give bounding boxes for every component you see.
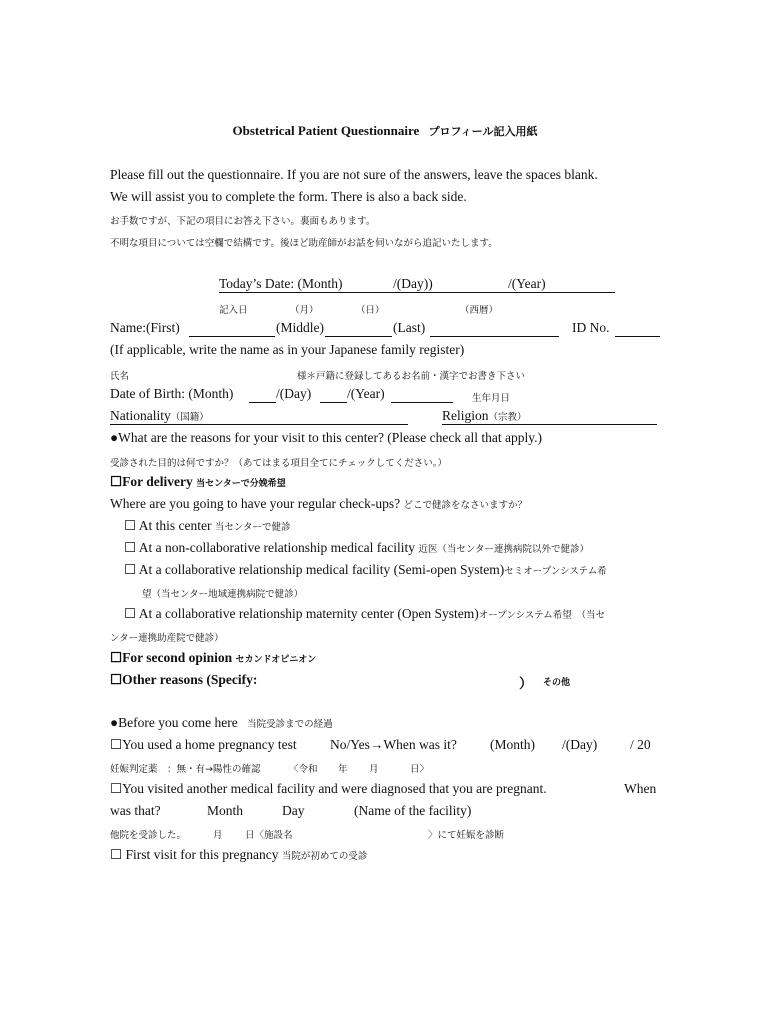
intro-jp-2: 不明な項目については空欄で結構です。後ほど助産師がお話を伺いながら追記いたします。: [110, 238, 498, 249]
name-middle-field[interactable]: [325, 336, 392, 337]
visited-jp-a: 他院を受診した。: [110, 830, 187, 841]
visited-jp-b: 月: [213, 830, 223, 841]
pregnancy-test-year: / 20: [630, 737, 651, 752]
religion-field[interactable]: [442, 424, 657, 425]
dob-year-field[interactable]: [391, 402, 453, 403]
todays-date-label: Today’s Date: (Month): [219, 276, 343, 291]
date-jp-label: 記入日: [219, 305, 248, 316]
title-en: Obstetrical Patient Questionnaire: [232, 123, 420, 138]
nationality-field[interactable]: [110, 424, 408, 425]
reasons-jp: 受診された目的は何ですか？（あてはまる項目全てにチェックしてください。）: [110, 458, 447, 469]
date-underline[interactable]: [219, 292, 615, 293]
reasons-question: ●What are the reasons for your visit to this center? (Please check all that apply.): [110, 430, 542, 445]
id-field[interactable]: [615, 336, 660, 337]
pregnancy-test-noyes[interactable]: No/Yes→When was it?: [330, 737, 457, 752]
name-jp-note: 様＊戸籍に登録してあるお名前・漢字でお書き下さい: [297, 371, 526, 382]
first-visit-checkbox[interactable]: ☐ First visit for this pregnancy 当院が初めての受診: [110, 847, 368, 862]
date-jp-month: （月）: [290, 305, 319, 316]
second-opinion-checkbox[interactable]: ☐For second opinion セカンドオピニオン: [110, 650, 317, 665]
other-close-paren: ）: [519, 676, 533, 691]
nationality-label: Nationality（国籍）: [110, 408, 209, 423]
pregnancy-test-month: (Month): [490, 737, 535, 752]
other-reasons-checkbox[interactable]: ☐Other reasons (Specify:: [110, 672, 258, 687]
intro-jp-1: お手数ですが、下記の項目にお答え下さい。裏面もあります。: [110, 216, 376, 227]
test-jp-c: 年: [338, 764, 348, 775]
test-jp-d: 月: [369, 764, 379, 775]
intro-line-1: Please fill out the questionnaire. If you are not sure of the answers, leave the spaces blank.: [110, 167, 598, 182]
dob-label: Date of Birth: (Month): [110, 386, 234, 401]
opt-semi-open[interactable]: ☐ At a collaborative relationship medical facility (Semi-open System)セミオープンシステム希: [124, 562, 607, 577]
id-label: ID No.: [572, 320, 610, 335]
before-heading: ●Before you come here 当院受診までの経過: [110, 715, 333, 730]
pregnancy-test-day: /(Day): [562, 737, 598, 752]
visited-jp-d: 〉にて妊娠を診断: [428, 830, 505, 841]
test-jp-b: 〈令和: [289, 764, 318, 775]
title-jp: プロフィール記入用紙: [428, 125, 538, 138]
dob-day-label: /(Day): [276, 386, 312, 401]
date-day-label: /(Day)): [393, 276, 433, 291]
opt-open-system[interactable]: ☐ At a collaborative relationship maternity center (Open System)オープンシステム希望 （当セ: [124, 606, 605, 621]
pregnancy-test-checkbox[interactable]: ☐You used a home pregnancy test: [110, 737, 297, 752]
date-jp-year: （西暦）: [460, 305, 499, 316]
for-delivery-checkbox[interactable]: ☐For delivery 当センターで分娩希望: [110, 474, 286, 489]
visited2-d: (Name of the facility): [354, 803, 472, 818]
dob-day-field[interactable]: [320, 402, 347, 403]
date-jp-day: （日）: [356, 305, 385, 316]
date-year-label: /(Year): [508, 276, 546, 291]
dob-year-label: /(Year): [347, 386, 385, 401]
visited2-b: Month: [207, 803, 244, 818]
visited-facility-checkbox[interactable]: ☐You visited another medical facility and were diagnosed that you are pregnant.: [110, 781, 547, 796]
religion-label: Religion（宗教）: [442, 408, 527, 423]
name-jp-label: 氏名: [110, 371, 130, 382]
opt-non-collaborative[interactable]: ☐ At a non-collaborative relationship medical facility 近医（当センター連携病院以外で健診）: [124, 540, 590, 555]
checkups-question: Where are you going to have your regular check-ups? どこで健診をなさいますか？: [110, 496, 528, 511]
visited2-c: Day: [282, 803, 305, 818]
visited-jp-c: 日〈施設名: [245, 830, 293, 841]
opt-semi-open-jp: 望（当センター地域連携病院で健診）: [142, 589, 304, 600]
page-title: [0, 123, 770, 139]
name-first-field[interactable]: [189, 336, 275, 337]
test-jp-e: 日〉: [410, 764, 430, 775]
dob-month-field[interactable]: [249, 402, 276, 403]
name-last-field[interactable]: [430, 336, 559, 337]
intro-line-2: We will assist you to complete the form. There is also a back side.: [110, 189, 467, 204]
visited-when: When: [624, 781, 657, 796]
dob-jp: 生年月日: [472, 393, 511, 404]
name-first-label: Name:(First): [110, 320, 180, 335]
opt-this-center[interactable]: ☐ At this center 当センターで健診: [124, 518, 291, 533]
name-note: (If applicable, write the name as in your Japanese family register): [110, 342, 465, 357]
name-last-label: (Last): [393, 320, 426, 335]
other-jp: その他: [543, 678, 571, 688]
visited2-a: was that?: [110, 803, 161, 818]
name-middle-label: (Middle): [276, 320, 324, 335]
test-jp-a: 妊娠判定薬 ：無・有→陽性の確認: [110, 764, 261, 775]
opt-open-system-jp: ンター連携助産院で健診）: [110, 633, 224, 644]
